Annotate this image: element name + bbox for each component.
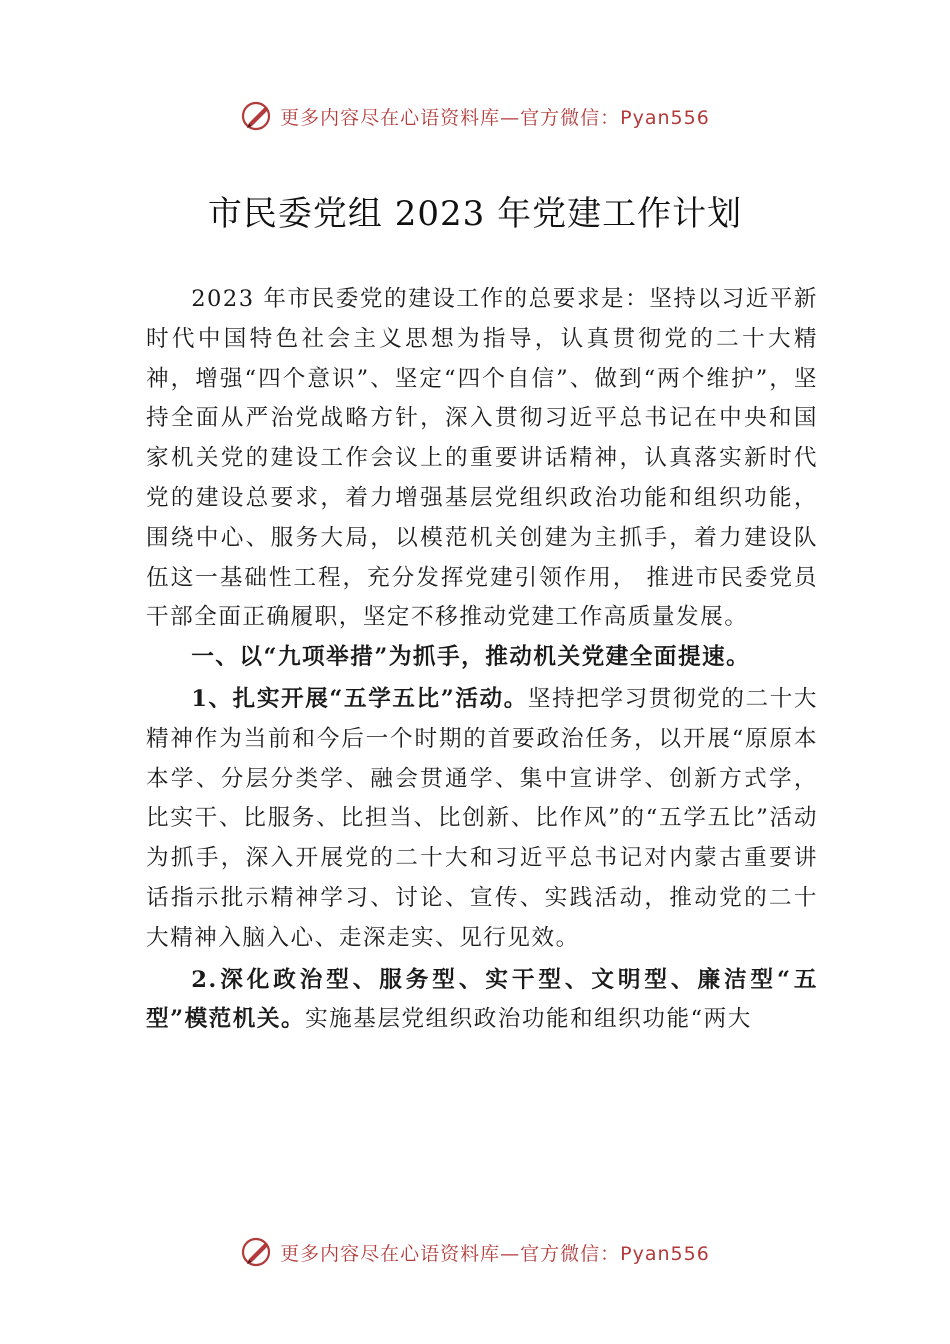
paragraph-text: 2023 年市民委党的建设工作的总要求是：坚持以习近平新时代中国特色社会主义思想为指导，认真贯彻党的二十大精神，增强“四个意识”、坚定“四个自信”、做到“两个维护”，坚持全面从严治党战略方针，深入贯彻习近平总书记在中央和国家机关党的建设工作会议上的重要讲话精神，认真落实新时代党的建设总要求，着力增强基层党组织政治功能和组织功能，围绕中心、服务大局，以模范机关创建为主抓手，着力建设队伍这一基础性工程，充分发挥党建引领作用， 推进市民委党员干部全面正确履职，坚定不移推动党建工作高质量发展。 <box>146 286 818 631</box>
paragraph-item-1 <box>146 680 818 959</box>
paragraph-intro <box>146 280 818 638</box>
item-lead: 2.深化政治型、服务型、实干型、文明型、廉洁型“五型”模范机关。 <box>146 966 818 1033</box>
watermark-id: Pyan556 <box>620 106 710 129</box>
watermark-text <box>280 1239 710 1266</box>
item-lead: 1、扎实开展“五学五比”活动。 <box>191 685 528 712</box>
section-heading-1 <box>146 638 818 678</box>
pen-logo-icon <box>240 99 274 133</box>
watermark-banner-bottom <box>0 1232 950 1272</box>
paragraph-item-2 <box>146 961 818 1041</box>
document-title: 市民委党组 2023 年党建工作计划 <box>207 194 743 234</box>
item-text: 坚持把学习贯彻党的二十大精神作为当前和今后一个时期的首要政治任务，以开展“原原本本学、分层分类学、融会贯通学、集中宣讲学、创新方式学，比实干、比服务、比担当、比创新、比作风”的“五学五比”活动为抓手，深入开展党的二十大和习近平总书记对内蒙古重要讲话指示批示精神学习、讨论、宣传、实践活动，推动党的二十大精神入脑入心、走深走实、见行见效。 <box>146 685 819 951</box>
watermark-text <box>280 103 710 130</box>
section-heading-text: 一、以“九项举措”为抓手，推动机关党建全面提速。 <box>191 644 751 671</box>
watermark-banner-top <box>0 96 950 136</box>
watermark-label: 更多内容尽在心语资料库—官方微信： <box>280 106 621 129</box>
watermark-label: 更多内容尽在心语资料库—官方微信： <box>280 1242 621 1265</box>
watermark-id: Pyan556 <box>620 1242 710 1265</box>
pen-logo-icon <box>240 1235 274 1269</box>
item-text: 实施基层党组织政治功能和组织功能“两大 <box>305 1006 752 1033</box>
document-body <box>146 280 818 1040</box>
